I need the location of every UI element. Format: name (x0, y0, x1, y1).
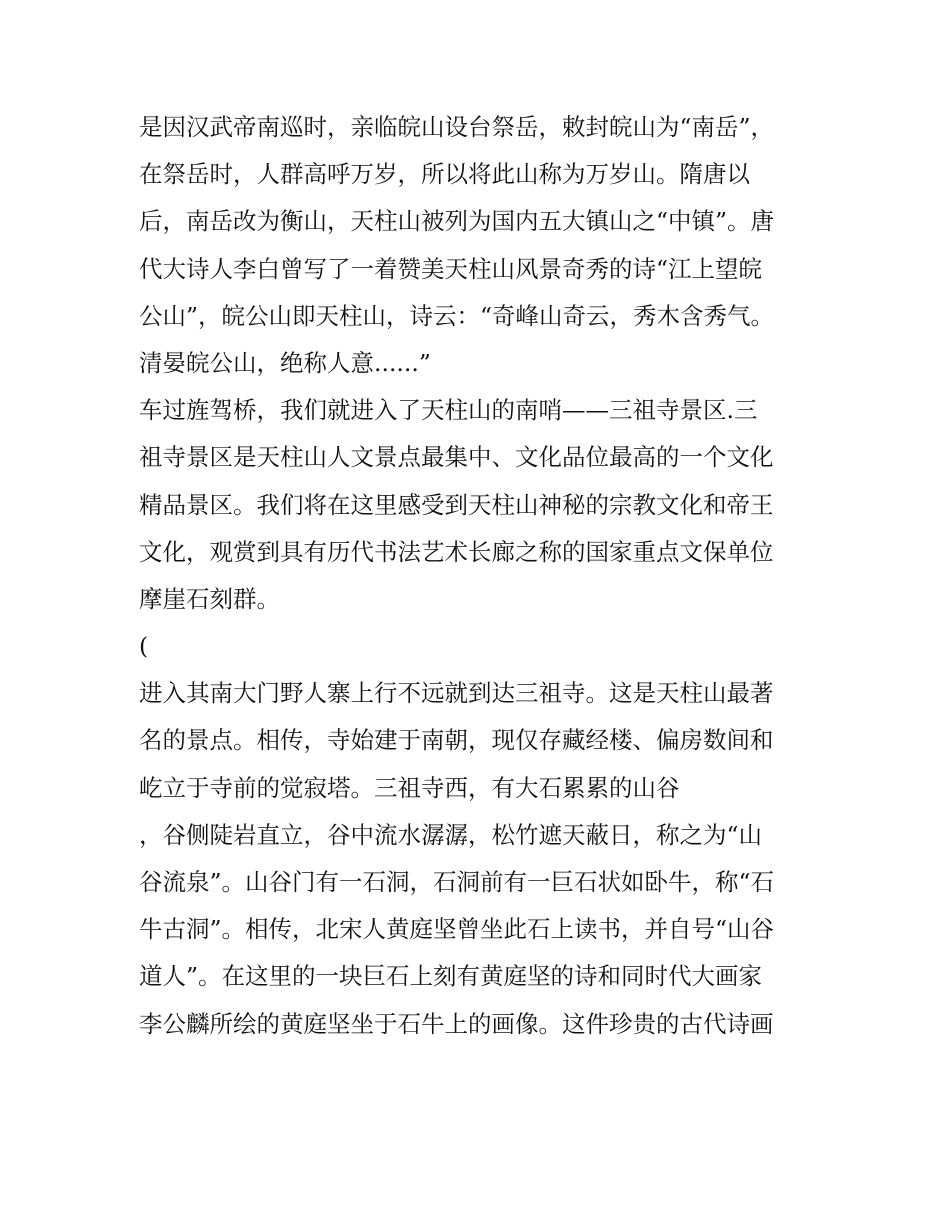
body-text (139, 104, 819, 1048)
text-line: 代大诗人李白曾写了一着赞美天柱山风景奇秀的诗“江上望皖 (139, 254, 763, 283)
text-line: 在祭岳时，人群高呼万岁，所以将此山称为万岁山。隋唐以 (139, 160, 750, 189)
text-line: 公山”，皖公山即天柱山，诗云：“奇峰山奇云，秀木含秀气。 (139, 301, 775, 330)
text-line: 后，南岳改为衡山，天柱山被列为国内五大镇山之“中镇”。唐 (139, 207, 775, 236)
text-line: 车过旌驾桥，我们就进入了天柱山的南哨——三祖寺景区.三 (139, 396, 758, 425)
text-line: 是因汉武帝南巡时，亲临皖山设台祭岳，敕封皖山为“南岳”， (139, 113, 775, 141)
text-line: 摩崖石刻群。 (139, 584, 280, 613)
text-line: 李公麟所绘的黄庭坚坐于石牛上的画像。这件珍贵的古代诗画 (139, 1009, 774, 1038)
text-line: 屹立于寺前的觉寂塔。三祖寺西，有大石累累的山谷 (139, 773, 680, 802)
text-line: 谷流泉”。山谷门有一石洞，石洞前有一巨石状如卧牛，称“石 (139, 868, 775, 896)
text-line: ( (139, 632, 149, 661)
text-line: 名的景点。相传，寺始建于南朝，现仅存藏经楼、偏房数间和 (139, 726, 774, 755)
text-line: 进入其南大门野人寨上行不远就到达三祖寺。这是天柱山最著 (139, 679, 774, 708)
text-line: 精品景区。我们将在这里感受到天柱山神秘的宗教文化和帝王 (139, 490, 774, 519)
text-line: 牛古洞”。相传，北宋人黄庭坚曾坐此石上读书，并自号“山谷 (139, 915, 775, 944)
text-line: 文化，观赏到具有历代书法艺术长廊之称的国家重点文保单位 (139, 537, 774, 566)
text-line: 祖寺景区是天柱山人文景点最集中、文化品位最高的一个文化 (139, 443, 774, 472)
text-line: 清晏皖公山，绝称人意......” (139, 348, 431, 377)
text-line: ，谷侧陡岩直立，谷中流水潺潺，松竹遮天蔽日，称之为“山 (139, 820, 763, 849)
text-line: 道人”。在这里的一块巨石上刻有黄庭坚的诗和同时代大画家 (139, 962, 763, 991)
